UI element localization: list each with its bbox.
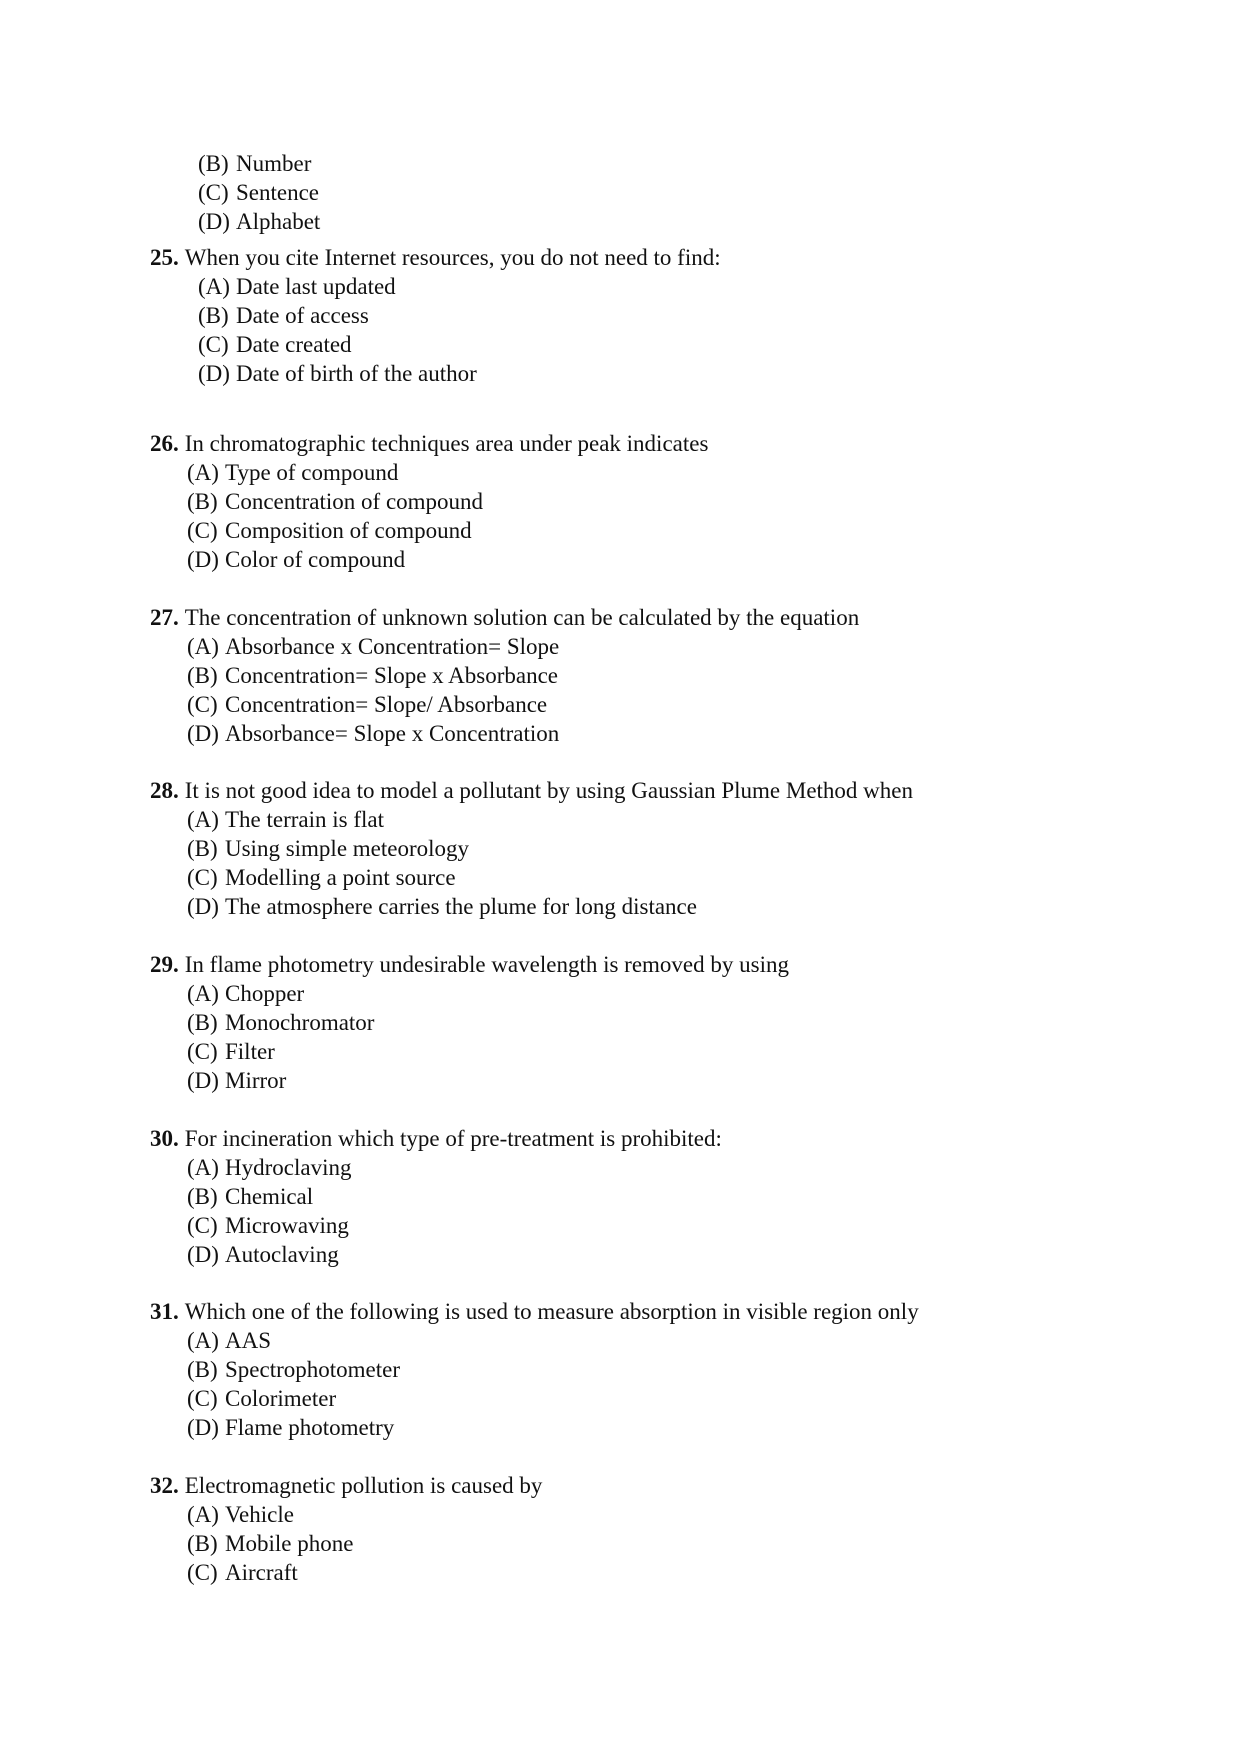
option-label: (B) [187,1531,218,1556]
option-c [187,863,913,892]
option-label: (B) [198,151,229,176]
option-text: Concentration= Slope/ Absorbance [225,692,548,717]
options-list [187,1500,542,1587]
option-d [187,1240,722,1269]
option-b [187,661,859,690]
option-text: Concentration of compound [225,489,484,514]
question-stem [150,429,708,458]
option-text: Monochromator [225,1010,375,1035]
option-label: (A) [187,1328,219,1353]
option-label: (A) [187,981,219,1006]
option-a [187,1153,722,1182]
question-number: 30. [150,1126,179,1151]
option-text: Autoclaving [225,1242,339,1267]
question-text: In chromatographic techniques area under peak indicates [184,431,709,456]
option-c [198,330,721,359]
option-text: Date of birth of the author [236,361,477,386]
option-c [187,1384,919,1413]
option-d [198,207,320,236]
question-29 [150,950,789,1095]
option-a [187,458,708,487]
option-label: (C) [187,1213,218,1238]
option-label: (D) [187,1415,219,1440]
question-number: 27. [150,605,179,630]
option-text: Absorbance= Slope x Concentration [225,721,560,746]
options-list [187,1326,919,1442]
option-label: (D) [187,721,219,746]
option-text: Absorbance x Concentration= Slope [225,634,560,659]
question-24-continuation [150,149,320,236]
option-d [198,359,721,388]
option-text: Composition of compound [225,518,472,543]
question-number: 26. [150,431,179,456]
option-d [187,719,859,748]
option-text: Chemical [225,1184,314,1209]
question-number: 25. [150,245,179,270]
option-text: Color of compound [225,547,406,572]
option-a [198,272,721,301]
question-stem [150,603,859,632]
question-number: 31. [150,1299,179,1324]
option-text: Sentence [236,180,320,205]
question-text: Electromagnetic pollution is caused by [184,1473,543,1498]
question-text: When you cite Internet resources, you do not need to find: [184,245,721,270]
question-text: For incineration which type of pre-treatment is prohibited: [184,1126,722,1151]
options-list [187,805,913,921]
question-31 [150,1297,919,1442]
option-label: (B) [187,663,218,688]
option-label: (D) [187,1242,219,1267]
question-27 [150,603,859,748]
option-text: Alphabet [236,209,321,234]
option-text: Spectrophotometer [225,1357,401,1382]
option-text: Mobile phone [225,1531,354,1556]
option-text: Concentration= Slope x Absorbance [225,663,558,688]
option-c [187,1558,542,1587]
question-30 [150,1124,722,1269]
question-text: The concentration of unknown solution can be calculated by the equation [184,605,860,630]
option-a [187,1500,542,1529]
option-b [187,1008,789,1037]
option-label: (C) [187,692,218,717]
option-label: (D) [198,209,230,234]
option-text: Filter [225,1039,275,1064]
option-c [187,1211,722,1240]
question-stem [150,1297,919,1326]
question-text: In flame photometry undesirable wavelength is removed by using [184,952,789,977]
question-number: 29. [150,952,179,977]
question-number: 32. [150,1473,179,1498]
options-list [187,979,789,1095]
option-label: (A) [187,460,219,485]
question-stem [150,243,721,272]
options-list [187,458,708,574]
option-label: (A) [187,807,219,832]
option-label: (B) [187,489,218,514]
option-text: Chopper [225,981,305,1006]
option-c [187,690,859,719]
option-label: (C) [198,332,229,357]
option-b [187,1182,722,1211]
option-label: (D) [198,361,230,386]
option-text: Colorimeter [225,1386,337,1411]
options-list [187,632,859,748]
option-a [187,979,789,1008]
option-label: (A) [187,1155,219,1180]
option-c [198,178,320,207]
question-stem [150,1471,542,1500]
option-text: Number [236,151,312,176]
question-28 [150,776,913,921]
option-text: The terrain is flat [225,807,385,832]
question-text: Which one of the following is used to measure absorption in visible region only [184,1299,919,1324]
question-stem [150,1124,722,1153]
option-text: The atmosphere carries the plume for long distance [225,894,697,919]
question-stem [150,950,789,979]
question-stem [150,776,913,805]
option-text: Using simple meteorology [225,836,470,861]
question-32 [150,1471,542,1587]
option-d [187,545,708,574]
option-b [187,1529,542,1558]
option-b [187,1355,919,1384]
option-label: (C) [187,518,218,543]
option-a [187,632,859,661]
option-text: Hydroclaving [225,1155,352,1180]
option-c [187,1037,789,1066]
option-label: (B) [187,1184,218,1209]
option-text: Flame photometry [225,1415,395,1440]
option-label: (B) [187,1010,218,1035]
option-label: (D) [187,547,219,572]
options-list [187,1153,722,1269]
option-text: Date created [236,332,352,357]
option-label: (A) [187,634,219,659]
option-d [187,1066,789,1095]
question-text: It is not good idea to model a pollutant by using Gaussian Plume Method when [184,778,914,803]
question-25 [150,243,721,388]
option-label: (D) [187,1068,219,1093]
option-text: AAS [225,1328,272,1353]
option-label: (C) [198,180,229,205]
option-b [198,149,320,178]
option-b [187,834,913,863]
option-text: Microwaving [225,1213,349,1238]
option-a [187,805,913,834]
option-label: (B) [187,1357,218,1382]
option-b [187,487,708,516]
option-label: (C) [187,865,218,890]
option-label: (D) [187,894,219,919]
option-label: (A) [187,1502,219,1527]
option-text: Vehicle [225,1502,294,1527]
option-label: (C) [187,1386,218,1411]
option-text: Modelling a point source [225,865,456,890]
question-26 [150,429,708,574]
option-d [187,1413,919,1442]
options-list [198,272,721,388]
options-list [198,149,320,236]
option-label: (C) [187,1039,218,1064]
option-text: Date of access [236,303,369,328]
option-text: Date last updated [236,274,396,299]
option-a [187,1326,919,1355]
option-d [187,892,913,921]
option-label: (C) [187,1560,218,1585]
option-label: (B) [198,303,229,328]
option-text: Mirror [225,1068,287,1093]
option-b [198,301,721,330]
option-text: Type of compound [225,460,399,485]
question-number: 28. [150,778,179,803]
option-label: (A) [198,274,230,299]
option-label: (B) [187,836,218,861]
option-text: Aircraft [225,1560,298,1585]
option-c [187,516,708,545]
